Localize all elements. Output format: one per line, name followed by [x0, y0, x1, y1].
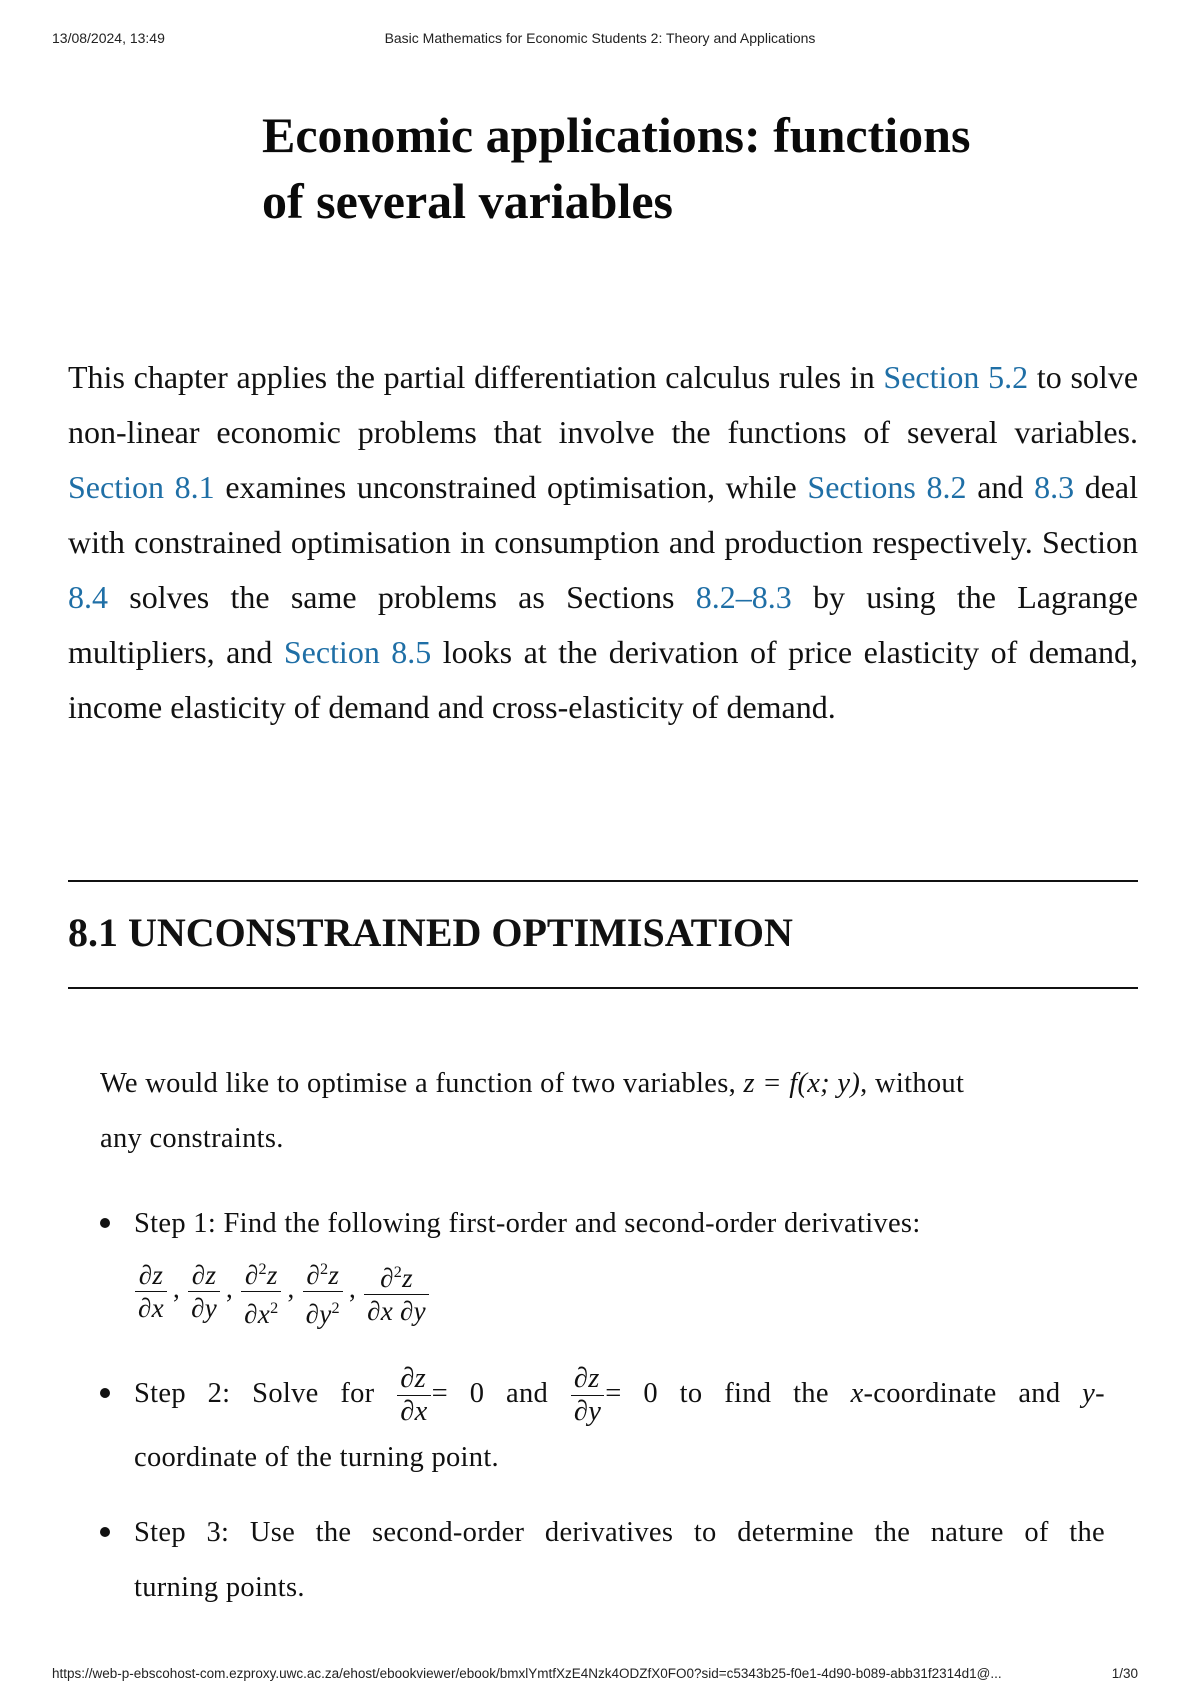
intro-text: deal with constrained optimisation in consumption and production respectively. Section	[68, 469, 1139, 560]
section-heading: 8.1 UNCONSTRAINED OPTIMISATION	[68, 910, 793, 955]
link-section-8-5[interactable]: Section 8.5	[283, 634, 432, 670]
print-datetime: 13/08/2024, 13:49	[52, 30, 165, 46]
bullet-icon	[100, 1388, 110, 1398]
link-sections-8-2-8-3[interactable]: 8.2–8.3	[695, 579, 792, 615]
d2z-dx2-fraction: $\frac{\partial^2z}{\partial x^2}$	[241, 1253, 281, 1330]
link-section-8-4[interactable]: 8.4	[68, 579, 108, 615]
step-3-line1: Step 3: Use the second-order derivatives to determine the nature of the	[134, 1517, 1105, 1548]
print-doc-title: Basic Mathematics for Economic Students 2: Theory and Applications	[384, 30, 816, 46]
step-3-item	[100, 1505, 1105, 1615]
link-sections-8-2[interactable]: Sections 8.2	[807, 469, 967, 505]
step-2-line2: coordinate of the turning point.	[134, 1442, 499, 1473]
d2z-dxdy-fraction: $\frac{\partial^2z}{\partial x \partial y}$	[364, 1256, 429, 1327]
print-footer	[52, 1666, 1148, 1684]
step-1-text: Step 1: Find the following first-order and second-order derivatives:	[134, 1208, 921, 1239]
bullet-icon	[100, 1527, 110, 1537]
lead-formula: z = f(x; y)	[743, 1068, 861, 1099]
intro-paragraph	[68, 350, 1138, 735]
intro-text: and	[966, 469, 1035, 505]
lead-text: any constraints.	[100, 1123, 284, 1154]
step-2-line1: Step 2: Solve for $\frac{\partial z}{\partial x}$ = 0 and $\frac{\partial z}{\partial y}$ = 0 to find the x-coordinate and y-	[134, 1362, 1105, 1427]
link-section-8-1[interactable]: Section 8.1	[68, 469, 215, 505]
intro-text: solves the same problems as Sections	[108, 579, 696, 615]
d2z-dy2-fraction: $\frac{\partial^2z}{\partial y^2}$	[303, 1253, 343, 1330]
lead-text: We would like to optimise a function of two variables,	[100, 1068, 744, 1099]
intro-text: looks at the derivation of price elasticity of demand, income elasticity of demand and cross-elasticity of demand.	[68, 634, 1138, 725]
page-number: 1/30	[1111, 1666, 1138, 1681]
chapter-title	[262, 102, 1142, 234]
intro-text: to solve non-linear economic problems that involve the functions of several variables.	[68, 359, 1139, 450]
dz-dx-fraction: $\frac{\partial z}{\partial x}$	[135, 1259, 167, 1324]
intro-text: This chapter applies the partial differentiation calculus rules in	[68, 359, 884, 395]
step-3-line2: turning points.	[134, 1572, 305, 1603]
section-lead-paragraph	[100, 1056, 1105, 1166]
bullet-icon	[100, 1218, 110, 1228]
chapter-title-line1: Economic applications: functions	[262, 107, 971, 163]
print-url: https://web-p-ebscohost-com.ezproxy.uwc.ac.za/ehost/ebookviewer/ebook/bmxlYmtfXzE4Nzk4ODZfX0FO0?sid=c5343b25-f0e1-4d90-b089-abb31f2314d1@...	[52, 1666, 1002, 1681]
step-2-item	[100, 1358, 1105, 1485]
dz-dx-fraction: $\frac{\partial z}{\partial x}$	[397, 1363, 430, 1428]
dz-dy-fraction: $\frac{\partial z}{\partial y}$	[571, 1363, 604, 1428]
print-header	[52, 30, 1148, 50]
lead-text: , without	[860, 1068, 965, 1099]
derivative-list: $\frac{\partial z}{\partial x}$ , $\frac{\partial z}{\partial y}$ , $\frac{\partial^2z}{\partial x^2}$ , $\frac{\partial^2z}{\partial y^2}$ , $\frac{\partial^2z}{\partial x \partial y}$	[134, 1253, 1105, 1330]
step-1-item	[100, 1196, 1105, 1330]
link-section-5-2[interactable]: Section 5.2	[883, 359, 1029, 395]
chapter-title-line2: of several variables	[262, 173, 674, 229]
section-rule-bottom	[68, 987, 1138, 989]
link-section-8-3[interactable]: 8.3	[1034, 469, 1075, 505]
dz-dy-fraction: $\frac{\partial z}{\partial y}$	[188, 1259, 220, 1324]
section-rule-top	[68, 880, 1138, 882]
intro-text: examines unconstrained optimisation, while	[214, 469, 808, 505]
intro-text: by using the Lagrange multipliers, and	[68, 579, 1139, 670]
